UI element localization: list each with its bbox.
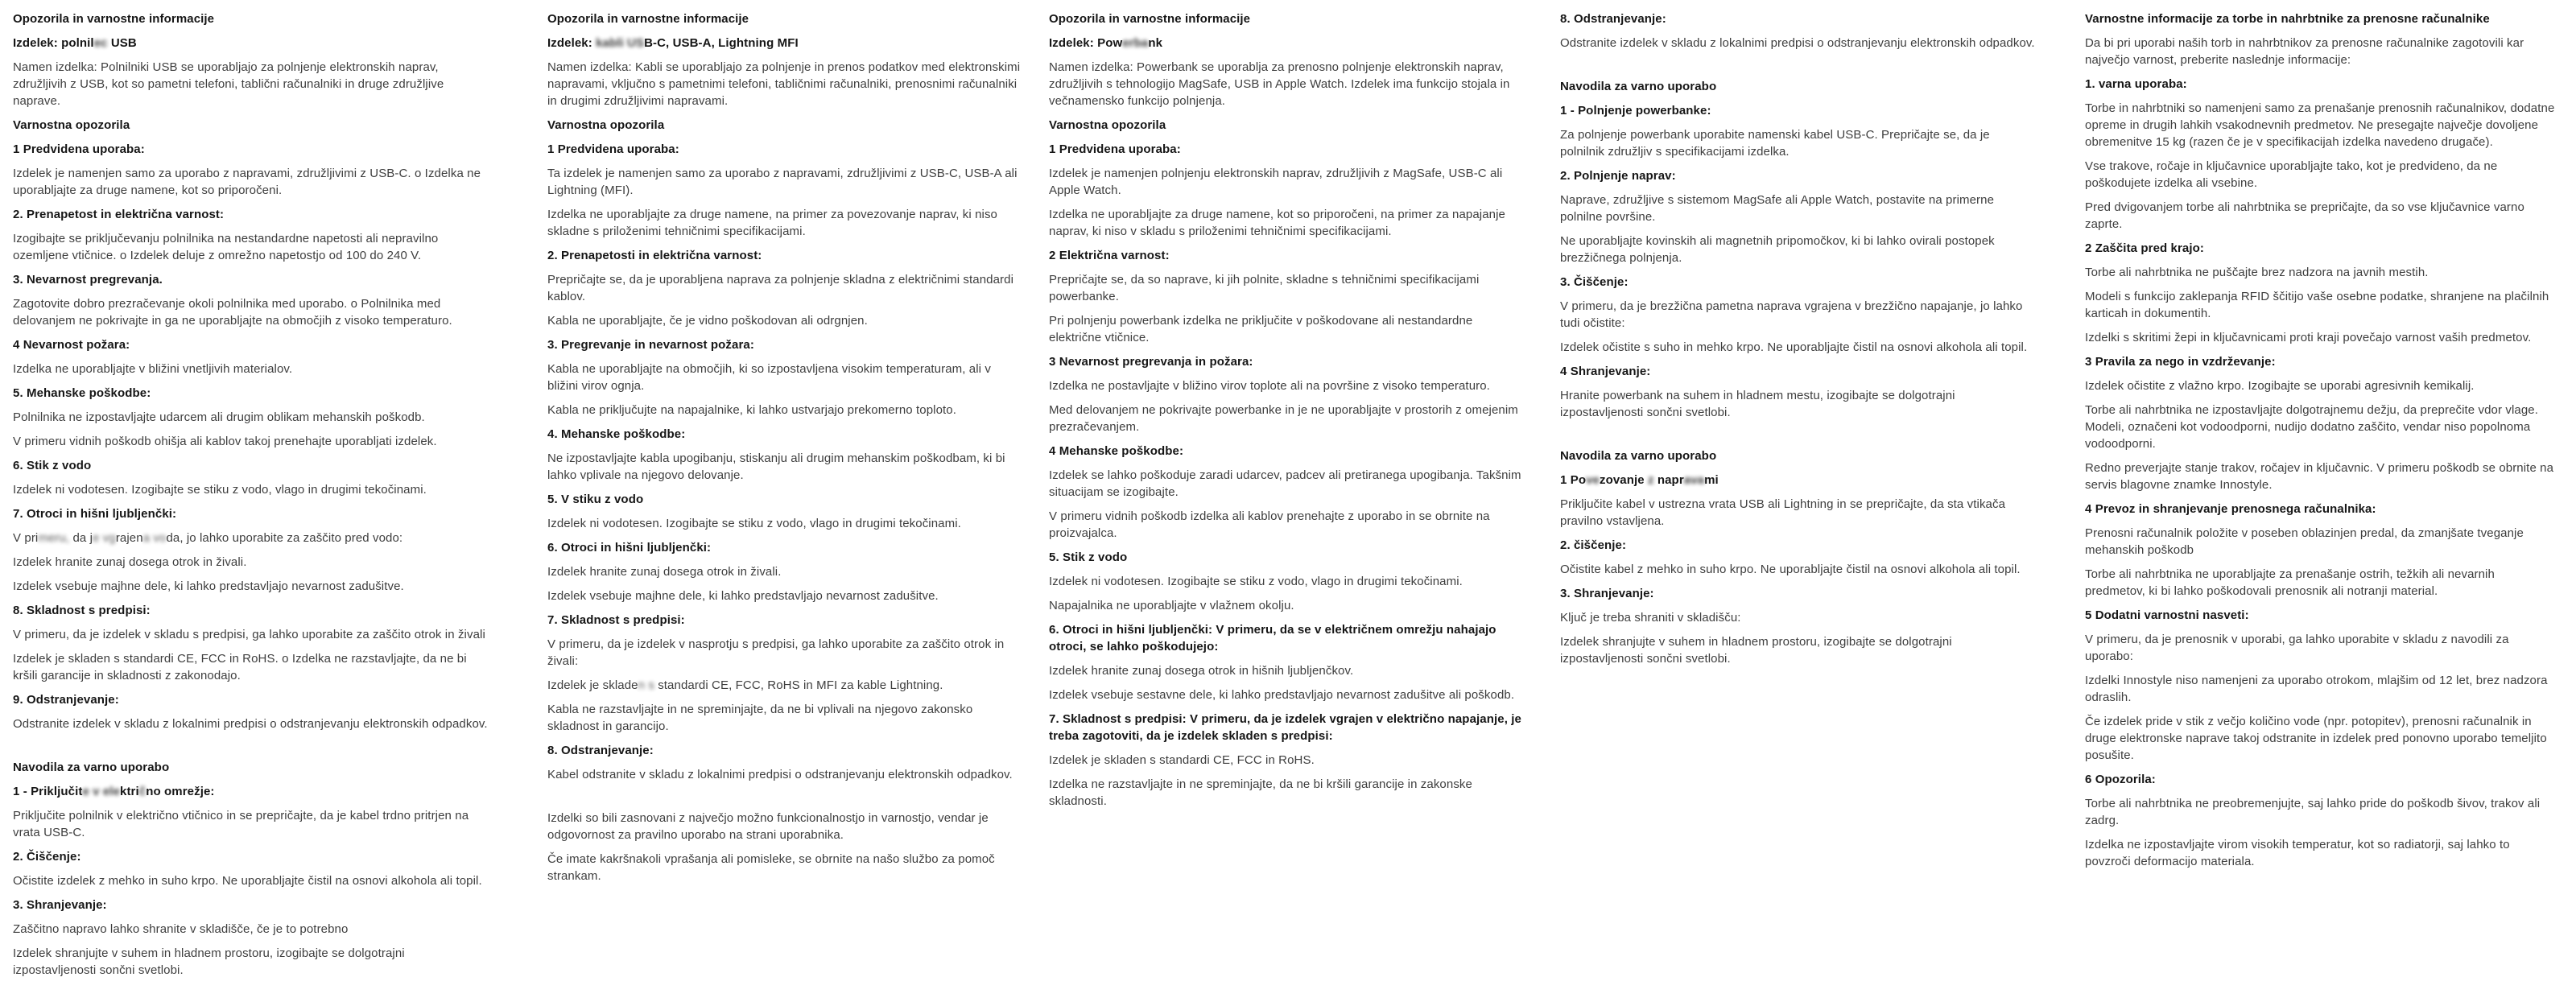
section-heading: 3. Pregrevanje in nevarnost požara:: [547, 338, 754, 352]
smudged-text: erba: [1122, 36, 1149, 50]
text-segment: da, jo lahko uporabite za zaščito pred vodo:: [166, 531, 403, 545]
paragraph: Izdelek vsebuje majhne dele, ki lahko predstavljajo nevarnost zadušitve.: [547, 589, 939, 603]
paragraph: Izdelka ne uporabljajte za druge namene, na primer za povezovanje naprav, ki niso skladne s priloženimi tehničnimi specifikacijami.: [547, 208, 997, 238]
paragraph: [547, 677, 1024, 694]
paragraph: Pri polnjenju powerbank izdelka ne priključite v poškodovane ali nestandardne električne vtičnice.: [1049, 314, 1473, 344]
text-segment: zovanje: [1599, 473, 1648, 487]
text-segment: napr: [1653, 473, 1684, 487]
paragraph: Namen izdelka: Powerbank se uporablja za prenosno polnjenje elektronskih naprav, združljivih s tehnologijo MagSafe, USB in Apple Watch. Izdelek ima funkcijo stojala in večnamensko funkcijo polnjenja.: [1049, 60, 1510, 108]
section-heading: 7. Otroci in hišni ljubljenčki:: [13, 507, 177, 521]
section-heading: 5 Dodatni varnostni nasveti:: [2085, 608, 2249, 622]
paragraph: Izdelek hranite zunaj dosega otrok in živali.: [13, 555, 247, 569]
paragraph: Izdelek shranjujte v suhem in hladnem prostoru, izogibajte se dolgotrajni izpostavljenosti sončni svetlobi.: [13, 946, 405, 977]
paragraph: Torbe ali nahrbtnika ne uporabljajte za prenašanje ostrih, težkih ali nevarnih predmetov, ki bi lahko poškodovali prenosnik ali notranji material.: [2085, 567, 2495, 598]
column-usb-cables-warnings: [547, 10, 1024, 892]
text-segment: no omrežje:: [146, 785, 215, 798]
paragraph: Izdelek ni vodotesen. Izogibajte se stiku z vodo, vlago in drugimi tekočinami.: [13, 483, 427, 497]
section-heading: 2. Polnjenje naprav:: [1560, 169, 1676, 183]
paragraph: Torbe ali nahrbtnika ne puščajte brez nadzora na javnih mestih.: [2085, 266, 2429, 279]
paragraph: Izdelka ne izpostavljajte virom visokih temperatur, kot so radiatorji, saj lahko to povzroči deformacijo materiala.: [2085, 838, 2510, 868]
smudged-text: ec: [93, 36, 108, 50]
text-segment: nk: [1148, 36, 1163, 50]
smudged-text: a vo: [142, 531, 167, 545]
paragraph: Izogibajte se priključevanju polnilnika na nestandardne napetosti ali nepravilno ozemljene vtičnice. o Izdelek deluje z omrežno napetostjo od 100 do 240 V.: [13, 232, 439, 262]
text-segment: 1 Po: [1560, 473, 1587, 487]
section-heading: 3. Nevarnost pregrevanja.: [13, 273, 163, 287]
paragraph: V primeru, da je izdelek v skladu s predpisi, ga lahko uporabite za zaščito otrok in živali: [13, 628, 485, 641]
text-segment: ktri: [120, 785, 139, 798]
paragraph: Izdelek shranjujte v suhem in hladnem prostoru, izogibajte se dolgotrajni izpostavljenosti sončni svetlobi.: [1560, 635, 1952, 666]
text-segment: V pri: [13, 531, 39, 545]
text-segment: da j: [69, 531, 93, 545]
section-heading: 3 Pravila za nego in vzdrževanje:: [2085, 355, 2276, 369]
section-heading: 8. Odstranjevanje:: [547, 744, 654, 757]
paragraph: V primeru vidnih poškodb izdelka ali kablov prenehajte z uporabo in se obrnite na proizvajalca.: [1049, 509, 1490, 540]
section-heading: Navodila za varno uporabo: [1560, 80, 1717, 93]
column-powerbank-warnings: [1049, 10, 1525, 817]
paragraph: Če izdelek pride v stik z večjo količino vode (npr. potopitev), prenosni računalnik in druge elektronske naprave takoj odstranite in izdelek pred ponovno uporabo temeljito posušite.: [2085, 715, 2547, 762]
section-heading: 6. Stik z vodo: [13, 459, 92, 472]
paragraph: Izdelki s skritimi žepi in ključavnicami proti kraji povečajo varnost vaših predmetov.: [2085, 331, 2532, 344]
paragraph: Izdelki Innostyle niso namenjeni za uporabo otrokom, mlajšim od 12 let, brez nadzora odraslih.: [2085, 674, 2548, 704]
section-heading: [13, 35, 489, 52]
paragraph: Kabla ne priključujte na napajalnike, ki lahko ustvarjajo prekomerno toploto.: [547, 403, 956, 417]
paragraph: Izdelka ne razstavljajte in ne spreminjajte, da ne bi kršili garancije in zakonske skladnosti.: [1049, 777, 1472, 808]
paragraph: Izdelka ne uporabljajte za druge namene, kot so priporočeni, na primer za napajanje naprav, ki niso v skladu s priloženimi tehničnimi specifikacijami.: [1049, 208, 1505, 238]
section-heading: Varnostna opozorila: [13, 118, 130, 132]
spacer: [1560, 59, 2037, 78]
paragraph: Izdelek hranite zunaj dosega otrok in hišnih ljubljenčkov.: [1049, 664, 1354, 678]
paragraph: Med delovanjem ne pokrivajte powerbanke in je ne uporabljajte v prostorih z omejenim prezračevanjem.: [1049, 403, 1518, 434]
paragraph: Namen izdelka: Polnilniki USB se uporabljajo za polnjenje elektronskih naprav, združljivih z USB, kot so pametni telefoni, tablični računalniki in druge združljive naprave.: [13, 60, 444, 108]
text-segment: Izdelek: Pow: [1049, 36, 1123, 50]
section-heading: 2. čiščenje:: [1560, 538, 1627, 552]
section-heading: 2. Prenapetost in električna varnost:: [13, 208, 225, 221]
section-heading: Opozorila in varnostne informacije: [13, 12, 215, 26]
smudged-text: ve: [1586, 473, 1600, 487]
paragraph: Modeli s funkcijo zaklepanja RFID ščitijo vaše osebne podatke, shranjene na plačilnih karticah in dokumentih.: [2085, 290, 2549, 320]
section-heading: Navodila za varno uporabo: [13, 761, 170, 774]
paragraph: Odstranite izdelek v skladu z lokalnimi predpisi o odstranjevanju elektronskih odpadkov.: [1560, 36, 2035, 50]
section-heading: [1560, 472, 2037, 489]
section-heading: 3 Nevarnost pregrevanja in požara:: [1049, 355, 1253, 369]
section-heading: 1. varna uporaba:: [2085, 77, 2187, 91]
paragraph: Izdelek je skladen s standardi CE, FCC in RoHS. o Izdelka ne razstavljajte, da ne bi kršili garancije in skladnosti z zakonodajo.: [13, 652, 467, 682]
paragraph: Izdelek je namenjen samo za uporabo z napravami, združljivimi z USB-C. o Izdelka ne uporabljajte za druge namene, kot so priporočeni.: [13, 167, 481, 197]
paragraph: V primeru, da je brezžična pametna naprava vgrajena v brezžično napajanje, jo lahko tudi očistite:: [1560, 299, 2023, 330]
section-heading: 4 Mehanske poškodbe:: [1049, 444, 1184, 458]
paragraph: Hranite powerbank na suhem in hladnem mestu, izogibajte se dolgotrajni izpostavljenosti sončni svetlobi.: [1560, 389, 1955, 419]
text-segment: USB: [107, 36, 137, 50]
section-heading: Opozorila in varnostne informacije: [547, 12, 749, 26]
paragraph: Kabla ne razstavljajte in ne spreminjajte, da ne bi vplivali na njegovo zakonsko skladnost in garancijo.: [547, 703, 973, 733]
section-heading: [13, 783, 489, 800]
paragraph: Priključite kabel v ustrezna vrata USB ali Lightning in se prepričajte, da sta vtikača pravilno vstavljena.: [1560, 497, 2006, 528]
section-heading: 9. Odstranjevanje:: [13, 693, 119, 707]
section-heading: 1 Predvidena uporaba:: [547, 142, 679, 156]
paragraph: Ne uporabljajte kovinskih ali magnetnih pripomočkov, ki bi lahko ovirali postopek brezžičnega polnjenja.: [1560, 234, 1995, 265]
text-segment: 1 - Priključit: [13, 785, 83, 798]
text-segment: Izdelek: polnil: [13, 36, 94, 50]
section-heading: 4 Prevoz in shranjevanje prenosnega računalnika:: [2085, 502, 2376, 516]
paragraph: Zagotovite dobro prezračevanje okoli polnilnika med uporabo. o Polnilnika med delovanjem ne pokrivajte in ga ne uporabljajte na območjih z visoko temperaturo.: [13, 297, 452, 328]
section-heading: 8. Odstranjevanje:: [1560, 12, 1666, 26]
spacer: [13, 740, 489, 759]
text-segment: B-C, USB-A, Lightning MFI: [644, 36, 799, 50]
section-heading: 1 Predvidena uporaba:: [1049, 142, 1181, 156]
section-heading: 4 Shranjevanje:: [1560, 365, 1651, 378]
paragraph: Torbe in nahrbtniki so namenjeni samo za prenašanje prenosnih računalnikov, dodatne opreme in drugih lahkih vsakodnevnih predmetov. Ne presegajte največje dovoljene obremenitve 15 kg (razen če je v specifikacijah izdelka navedeno drugače).: [2085, 101, 2555, 149]
paragraph: Ta izdelek je namenjen samo za uporabo z napravami, združljivimi z USB-C, USB-A ali Lightning (MFI).: [547, 167, 1018, 197]
paragraph: Izdelki so bili zasnovani z največjo možno funkcionalnostjo in varnostjo, vendar je odgovornost za pravilno uporabo na strani uporabnika.: [547, 811, 989, 842]
section-heading: Varnostna opozorila: [1049, 118, 1166, 132]
paragraph: Izdelka ne uporabljajte v bližini vnetljivih materialov.: [13, 362, 293, 376]
paragraph: Polnilnika ne izpostavljajte udarcem ali drugim oblikam mehanskih poškodb.: [13, 410, 425, 424]
smudged-text: kabli US: [596, 36, 645, 50]
section-heading: 4 Nevarnost požara:: [13, 338, 130, 352]
paragraph: Izdelek očistite s suho in mehko krpo. Ne uporabljajte čistil na osnovi alkohola ali topil.: [1560, 340, 2028, 354]
paragraph: Kabel odstranite v skladu z lokalnimi predpisi o odstranjevanju elektronskih odpadkov.: [547, 768, 1013, 781]
paragraph: Očistite izdelek z mehko in suho krpo. Ne uporabljajte čistil na osnovi alkohola ali topil.: [13, 874, 482, 888]
paragraph: Izdelek je namenjen polnjenju elektronskih naprav, združljivih z MagSafe, USB-C ali Apple Watch.: [1049, 167, 1503, 197]
paragraph: Če imate kakršnakoli vprašanja ali pomisleke, se obrnite na našo službo za pomoč strankam.: [547, 852, 995, 883]
paragraph: Prepričajte se, da so naprave, ki jih polnite, skladne s tehničnimi specifikacijami powerbanke.: [1049, 273, 1480, 303]
paragraph: Očistite kabel z mehko in suho krpo. Ne uporabljajte čistil na osnovi alkohola ali topil.: [1560, 563, 2021, 576]
smudged-text: č: [138, 785, 147, 798]
column-usb-charger-warnings: [13, 10, 489, 986]
section-heading: Opozorila in varnostne informacije: [1049, 12, 1251, 26]
section-heading: 4. Mehanske poškodbe:: [547, 427, 686, 441]
smudged-text: ava: [1683, 473, 1705, 487]
paragraph: V primeru, da je prenosnik v uporabi, ga lahko uporabite v skladu z navodili za uporabo:: [2085, 633, 2509, 663]
section-heading: 2. Prenapetosti in električna varnost:: [547, 249, 762, 262]
smudged-text: e vg: [93, 531, 116, 545]
column-laptop-bags-safety: [2085, 10, 2556, 877]
paragraph: Torbe ali nahrbtnika ne preobremenjujte, saj lahko pride do poškodb šivov, trakov ali zadrg.: [2085, 797, 2541, 827]
section-heading: 2 Zaščita pred krajo:: [2085, 241, 2204, 255]
section-heading: 6 Opozorila:: [2085, 773, 2156, 786]
paragraph: Izdelek vsebuje sestavne dele, ki lahko predstavljajo nevarnost zadušitve ali poškodb.: [1049, 688, 1515, 702]
paragraph: Prepričajte se, da je uporabljena naprava za polnjenje skladna z električnimi standardi kablov.: [547, 273, 1014, 303]
section-heading: 5. Mehanske poškodbe:: [13, 386, 151, 400]
spacer: [1560, 428, 2037, 447]
section-heading: 8. Skladnost s predpisi:: [13, 604, 151, 617]
paragraph: Odstranite izdelek v skladu z lokalnimi predpisi o odstranjevanju elektronskih odpadkov.: [13, 717, 488, 731]
text-segment: rajen: [115, 531, 143, 545]
section-heading: [547, 35, 1024, 52]
paragraph: Redno preverjajte stanje trakov, ročajev in ključavnic. V primeru poškodb se obrnite na servis blagovne znamke Innostyle.: [2085, 461, 2554, 492]
paragraph: Pred dvigovanjem torbe ali nahrbtnika se prepričajte, da so vse ključavnice varno zaprte.: [2085, 200, 2524, 231]
paragraph: Izdelek je skladen s standardi CE, FCC in RoHS.: [1049, 753, 1315, 767]
paragraph: Ključ je treba shraniti v skladišču:: [1560, 611, 1741, 625]
paragraph: Ne izpostavljajte kabla upogibanju, stiskanju ali drugim mehanskim poškodbam, ki bi lahko vplivale na njegovo delovanje.: [547, 451, 1005, 482]
smudged-text: e v ele: [82, 785, 121, 798]
paragraph: Priključite polnilnik v električno vtičnico in se prepričajte, da je kabel trdno pritrjen na vrata USB-C.: [13, 809, 469, 839]
paragraph: Napajalnika ne uporabljajte v vlažnem okolju.: [1049, 599, 1294, 612]
paragraph: Kabla ne uporabljajte, če je vidno poškodovan ali odrgnjen.: [547, 314, 868, 328]
section-heading: 5. V stiku z vodo: [547, 493, 644, 506]
paragraph: Izdelek ni vodotesen. Izogibajte se stiku z vodo, vlago in drugimi tekočinami.: [547, 517, 961, 530]
smudged-text: n s: [638, 678, 658, 692]
paragraph: Izdelek ni vodotesen. Izogibajte se stiku z vodo, vlago in drugimi tekočinami.: [1049, 575, 1463, 588]
section-heading: 3. Čiščenje:: [1560, 275, 1629, 289]
text-segment: Izdelek:: [547, 36, 597, 50]
smudged-text: z: [1647, 473, 1654, 487]
section-heading: 6. Otroci in hišni ljubljenčki: V primeru, da se v električnem omrežju nahajajo otroci, se lahko poškodujejo:: [1049, 623, 1496, 653]
paragraph: Torbe ali nahrbtnika ne izpostavljajte dolgotrajnemu dežju, da preprečite vdor vlage. Modeli, označeni kot vodoodporni, nudijo dodatno zaščito, vendar niso popolnoma vodoodporni.: [2085, 403, 2538, 451]
smudged-text: meru,: [38, 531, 70, 545]
paragraph: V primeru vidnih poškodb ohišja ali kablov takoj prenehajte uporabljati izdelek.: [13, 435, 437, 448]
section-heading: Varnostna opozorila: [547, 118, 665, 132]
section-heading: Navodila za varno uporabo: [1560, 449, 1717, 463]
paragraph: Kabla ne uporabljajte na območjih, ki so izpostavljena visokim temperaturam, ali v bližini virov ognja.: [547, 362, 991, 393]
text-segment: Izdelek je sklade: [547, 678, 638, 692]
text-segment: standardi CE, FCC, RoHS in MFI za kable Lightning.: [658, 678, 943, 692]
section-heading: 6. Otroci in hišni ljubljenčki:: [547, 541, 712, 555]
paragraph: V primeru, da je izdelek v nasprotju s predpisi, ga lahko uporabite za zaščito otrok in živali:: [547, 637, 1005, 668]
section-heading: 2. Čiščenje:: [13, 850, 81, 864]
column-powerbank-cable-usage: [1560, 10, 2037, 674]
section-heading: 1 Predvidena uporaba:: [13, 142, 145, 156]
section-heading: 3. Shranjevanje:: [1560, 587, 1654, 600]
paragraph: Izdelek očistite z vlažno krpo. Izogibajte se uporabi agresivnih kemikalij.: [2085, 379, 2475, 393]
paragraph: Izdelek vsebuje majhne dele, ki lahko predstavljajo nevarnost zadušitve.: [13, 579, 404, 593]
section-heading: 5. Stik z vodo: [1049, 550, 1128, 564]
paragraph: Izdelka ne postavljajte v bližino virov toplote ali na površine z visoko temperaturo.: [1049, 379, 1490, 393]
paragraph: Izdelek hranite zunaj dosega otrok in živali.: [547, 565, 782, 579]
paragraph: Zaščitno napravo lahko shranite v skladišče, če je to potrebno: [13, 922, 349, 936]
paragraph: Izdelek se lahko poškoduje zaradi udarcev, padcev ali pretiranega upogibanja. Takšnim situacijam se izogibajte.: [1049, 468, 1521, 499]
paragraph: Naprave, združljive s sistemom MagSafe ali Apple Watch, postavite na primerne polnilne površine.: [1560, 193, 1995, 224]
paragraph: Namen izdelka: Kabli se uporabljajo za polnjenje in prenos podatkov med elektronskimi napravami, vključno s pametnimi telefoni, tabličnimi računalniki, prenosnimi računalniki in drugimi združljivimi napravami.: [547, 60, 1021, 108]
section-heading: 7. Skladnost s predpisi:: [547, 613, 685, 627]
section-heading: 1 - Polnjenje powerbanke:: [1560, 104, 1711, 118]
section-heading: 3. Shranjevanje:: [13, 898, 107, 912]
paragraph: Vse trakove, ročaje in ključavnice uporabljajte tako, kot je predvideno, da ne poškodujete izdelka ali vsebine.: [2085, 159, 2498, 190]
paragraph: [13, 530, 489, 546]
section-heading: [1049, 35, 1525, 52]
paragraph: Za polnjenje powerbank uporabite namenski kabel USB-C. Prepričajte se, da je polnilnik združljiv s specifikacijami izdelka.: [1560, 128, 1990, 159]
section-heading: Varnostne informacije za torbe in nahrbtnike za prenosne računalnike: [2085, 12, 2490, 26]
section-heading: 2 Električna varnost:: [1049, 249, 1170, 262]
paragraph: Da bi pri uporabi naših torb in nahrbtnikov za prenosne računalnike zagotovili kar največjo varnost, preberite naslednje informacije:: [2085, 36, 2524, 67]
text-segment: mi: [1704, 473, 1719, 487]
spacer: [547, 790, 1024, 810]
section-heading: 7. Skladnost s predpisi: V primeru, da je izdelek vgrajen v električno napajanje, je treba zagotoviti, da je izdelek skladen s predpisi:: [1049, 712, 1521, 743]
paragraph: Prenosni računalnik položite v poseben oblazinjen predal, da zmanjšate tveganje mehanskih poškodb: [2085, 526, 2524, 557]
